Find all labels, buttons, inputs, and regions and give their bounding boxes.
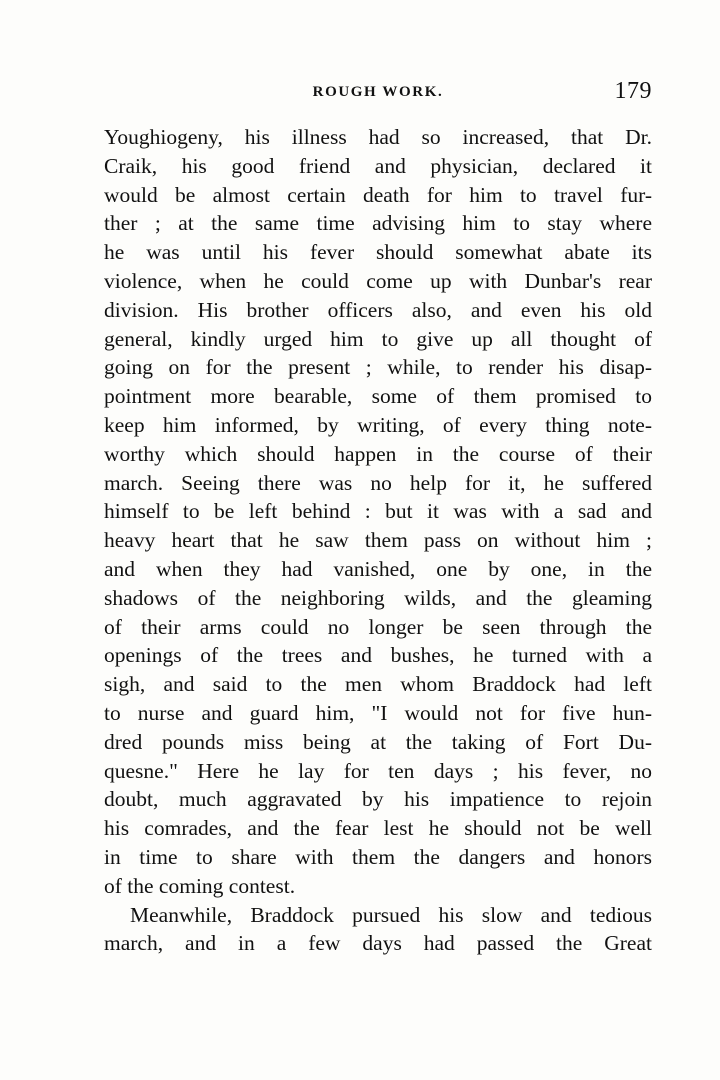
text-line: dred pounds miss being at the taking of Fort Du-	[104, 729, 652, 754]
running-head	[104, 78, 652, 110]
text-line: march. Seeing there was no help for it, he suffered	[104, 470, 652, 495]
text-line: march, and in a few days had passed the Great	[104, 931, 652, 956]
text-line: to nurse and guard him, "I would not for five hun-	[104, 700, 652, 725]
text-line: sigh, and said to the men whom Braddock had left	[104, 672, 652, 697]
text-line: openings of the trees and bushes, he turned with a	[104, 643, 652, 668]
text-line: doubt, much aggravated by his impatience to rejoin	[104, 787, 652, 812]
text-line: quesne." Here he lay for ten days ; his fever, no	[104, 758, 652, 783]
body-text	[104, 123, 652, 958]
running-title: ROUGH WORK.	[312, 84, 444, 100]
text-line: violence, when he could come up with Dunbar's rear	[104, 268, 652, 293]
paragraph-start-line: Meanwhile, Braddock pursued his slow and tedious	[130, 902, 652, 927]
page-number: 179	[614, 78, 652, 104]
text-line: Youghiogeny, his illness had so increased, that Dr.	[104, 125, 652, 149]
text-line: worthy which should happen in the course of their	[104, 441, 652, 466]
text-line: keep him informed, by writing, of every thing note-	[104, 412, 652, 437]
text-line: heavy heart that he saw them pass on without him ;	[104, 528, 652, 553]
text-line: and when they had vanished, one by one, in the	[104, 556, 652, 581]
text-line: himself to be left behind : but it was with a sad and	[104, 499, 652, 524]
text-line: in time to share with them the dangers and honors	[104, 844, 652, 869]
text-line: ther ; at the same time advising him to stay where	[104, 211, 652, 236]
text-line: he was until his fever should somewhat abate its	[104, 240, 652, 265]
text-line: general, kindly urged him to give up all thought of	[104, 326, 652, 351]
text-line: division. His brother officers also, and even his old	[104, 297, 652, 322]
text-line: of their arms could no longer be seen through the	[104, 614, 652, 639]
text-line: shadows of the neighboring wilds, and the gleaming	[104, 585, 652, 610]
paragraph-end-line: of the coming contest.	[104, 873, 296, 898]
text-line: Craik, his good friend and physician, declared it	[104, 153, 652, 178]
text-line: pointment more bearable, some of them promised to	[104, 384, 652, 409]
text-line: his comrades, and the fear lest he should not be well	[104, 816, 652, 841]
text-line: going on for the present ; while, to render his disap-	[104, 355, 652, 380]
text-line: would be almost certain death for him to travel fur-	[104, 182, 652, 207]
